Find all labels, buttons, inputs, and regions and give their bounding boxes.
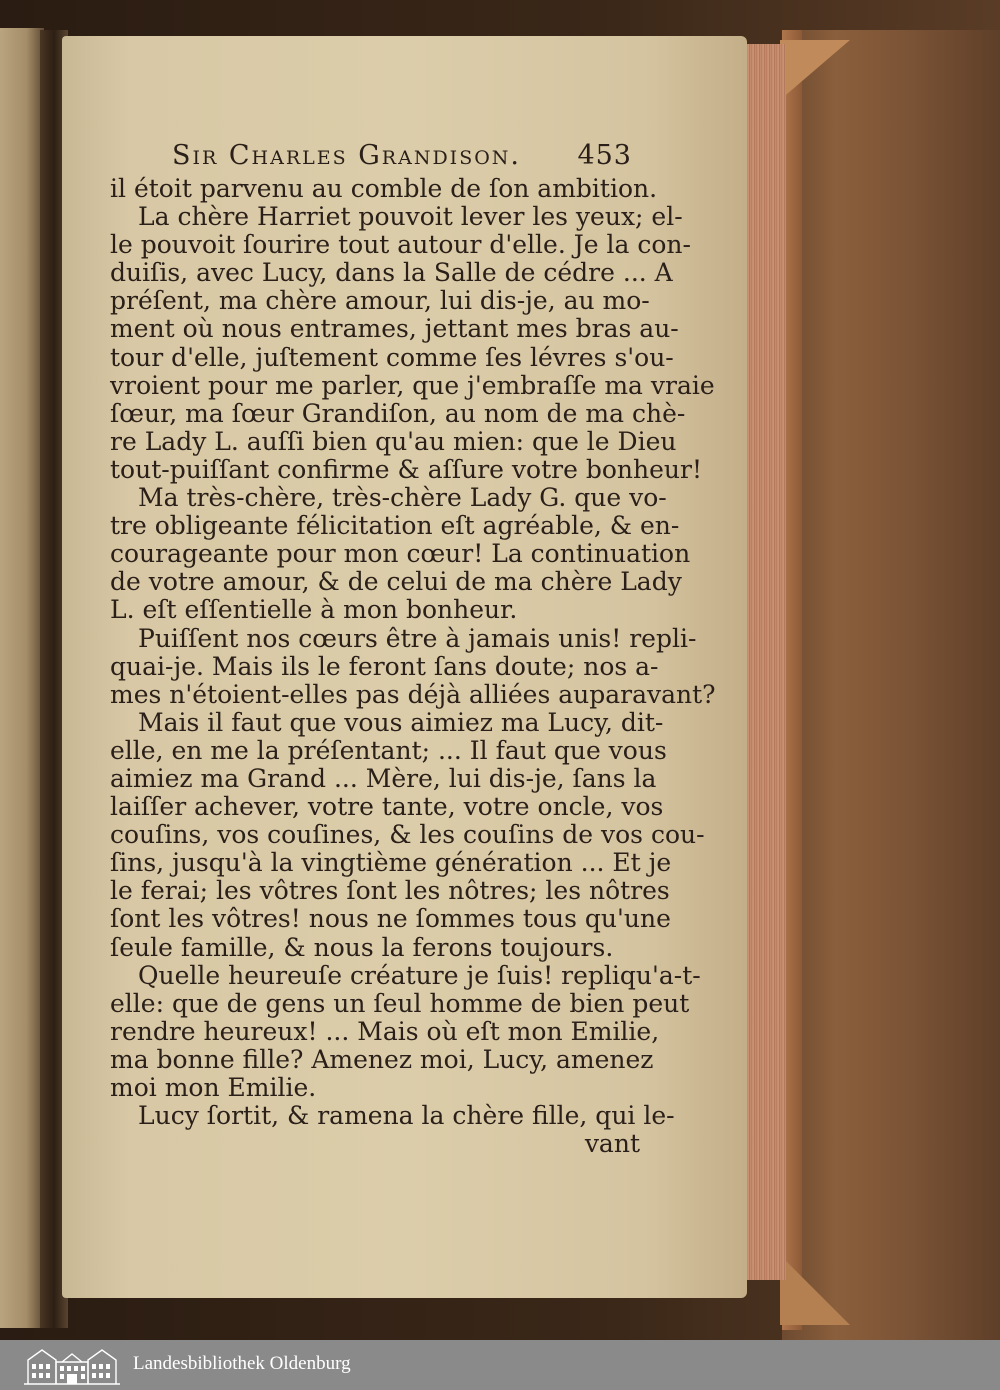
catchword: vant: [584, 1129, 640, 1159]
text-line: ſont les vôtres! nous ne ſommes tous qu'une: [110, 904, 671, 934]
text-line: Lucy ſortit, & ramena la chère fille, qui le-: [138, 1101, 675, 1131]
running-head: [172, 140, 632, 176]
text-line: tour d'elle, juſtement comme ſes lévres s'ou-: [110, 342, 674, 372]
text-line: L. eſt eſſentielle à mon bonheur.: [110, 595, 518, 625]
text-line: ment où nous entrames, jettant mes bras au-: [110, 314, 679, 344]
text-line: re Lady L. auſſi bien qu'au mien: que le Dieu: [110, 426, 677, 456]
text-line: le pouvoit ſourire tout autour d'elle. Je la con-: [110, 230, 691, 260]
left-page-edge: [0, 28, 44, 1328]
text-line: mes n'étoient-elles pas déjà alliées auparavant?: [110, 679, 716, 709]
library-footer-bar: [0, 1340, 1000, 1390]
page-number: 453: [577, 140, 632, 171]
text-line: tre obligeante félicitation eſt agréable, & en-: [110, 511, 680, 541]
text-line: il étoit parvenu au comble de ſon ambition.: [110, 174, 658, 203]
text-line: duiſis, avec Lucy, dans la Salle de cédre ... A: [110, 258, 673, 288]
text-line: Ma très-chère, très-chère Lady G. que vo-: [138, 483, 667, 513]
text-line: courageante pour mon cœur! La continuation: [110, 539, 691, 569]
text-line: préſent, ma chère amour, lui dis-je, au mo-: [110, 286, 650, 316]
text-line: vroient pour me parler, que j'embraſſe ma vraie: [110, 370, 715, 400]
text-line: Quelle heureuſe créature je ſuis! repliqu'a-t-: [138, 960, 701, 990]
text-line: rendre heureux! ... Mais où eſt mon Emilie,: [110, 1016, 660, 1046]
library-name: Landesbibliothek Oldenburg: [133, 1353, 351, 1374]
text-line: La chère Harriet pouvoit lever les yeux; el-: [138, 202, 683, 232]
library-building-icon: [22, 1344, 122, 1386]
text-line: moi mon Emilie.: [110, 1073, 317, 1102]
text-line: laiſſer achever, votre tante, votre oncle, vos: [110, 792, 664, 822]
text-line: elle, en me la préſentant; ... Il faut que vous: [110, 735, 667, 765]
running-title: Sir Charles Grandison.: [172, 140, 521, 171]
text-line: ſœur, ma ſœur Grandiſon, au nom de ma chè-: [110, 398, 686, 428]
text-line: quai-je. Mais ils le feront ſans doute; nos a-: [110, 651, 659, 681]
text-line: Mais il faut que vous aimiez ma Lucy, dit-: [138, 707, 664, 737]
text-line: ſeule famille, & nous la ferons toujours.: [110, 932, 614, 962]
text-line: de votre amour, & de celui de ma chère Lady: [110, 567, 682, 597]
text-line: le ferai; les vôtres ſont les nôtres; les nôtres: [110, 876, 670, 906]
text-line: Puiſſent nos cœurs être à jamais unis! repli-: [138, 623, 697, 653]
back-board: [782, 30, 1000, 1340]
text-line: elle: que de gens un ſeul homme de bien peut: [110, 988, 690, 1018]
page-body-text: [110, 174, 716, 1159]
text-line: couſins, vos couſines, & les couſins de vos cou-: [110, 820, 705, 850]
text-line: ma bonne fille? Amenez moi, Lucy, amenez: [110, 1044, 654, 1074]
text-line: tout-puiſſant confirme & aſſure votre bonheur!: [110, 454, 702, 484]
text-line: aimiez ma Grand ... Mère, lui dis-je, ſans la: [110, 763, 657, 793]
text-line: ſins, jusqu'à la vingtième génération ... Et je: [110, 848, 672, 878]
